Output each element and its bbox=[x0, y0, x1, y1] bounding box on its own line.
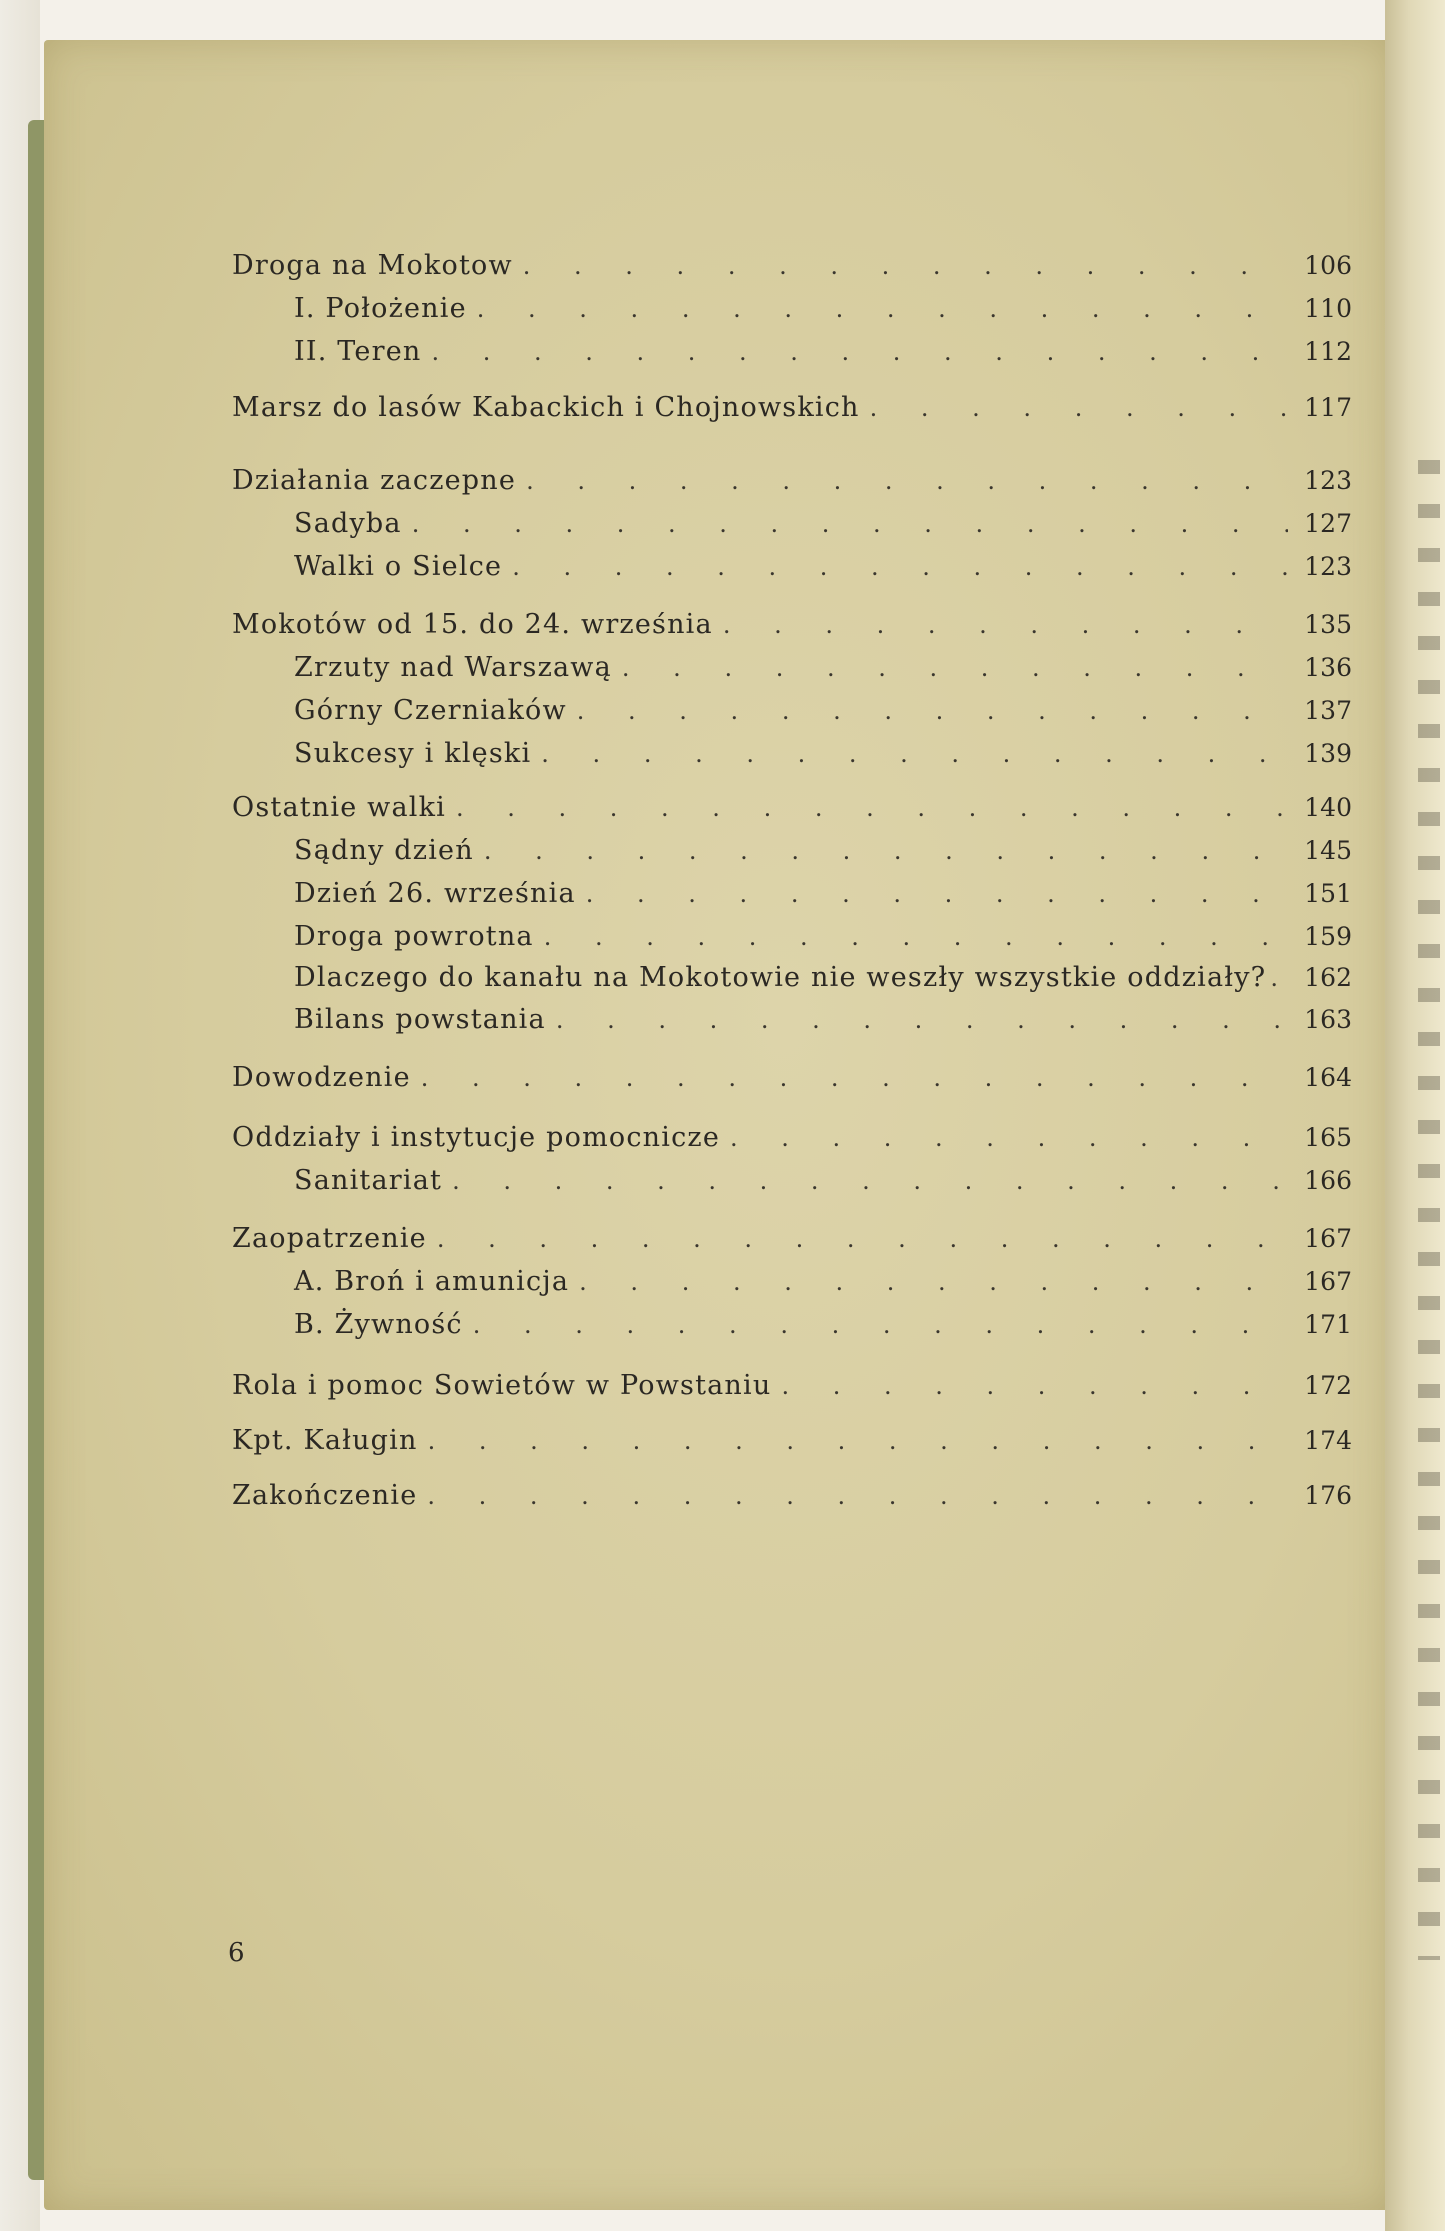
toc-leader-dots bbox=[473, 1311, 1288, 1339]
toc-entry-title: B. Żywność bbox=[294, 1309, 463, 1340]
toc-entry bbox=[232, 1370, 1352, 1410]
toc-leader-dots bbox=[512, 553, 1288, 581]
toc-leader-dots bbox=[456, 794, 1288, 822]
toc-leader-dots bbox=[577, 697, 1288, 725]
toc-entry bbox=[294, 921, 1352, 961]
toc-entry-page: 167 bbox=[1304, 1267, 1352, 1296]
toc-entry-title: II. Teren bbox=[294, 336, 422, 367]
toc-entry bbox=[294, 878, 1352, 918]
toc-entry-page: 136 bbox=[1304, 653, 1352, 682]
toc-entry-page: 123 bbox=[1304, 552, 1352, 581]
toc-entry-title: Zaopatrzenie bbox=[232, 1223, 427, 1254]
toc-entry bbox=[294, 695, 1352, 735]
toc-entry-page: 123 bbox=[1304, 466, 1352, 495]
toc-entry bbox=[294, 835, 1352, 875]
toc-leader-dots bbox=[421, 1064, 1288, 1092]
toc-entry bbox=[232, 392, 1352, 432]
toc-entry-title: Mokotów od 15. do 24. września bbox=[232, 609, 713, 640]
toc-entry-page: 106 bbox=[1304, 251, 1352, 280]
toc-entry bbox=[232, 792, 1352, 832]
toc-leader-dots bbox=[1270, 964, 1294, 992]
toc-entry-title: Ostatnie walki bbox=[232, 792, 447, 823]
toc-leader-dots bbox=[484, 837, 1288, 865]
toc-entry-title: I. Położenie bbox=[294, 293, 467, 324]
toc-entry bbox=[294, 551, 1352, 591]
toc-entry-title: Droga na Mokotow bbox=[232, 250, 513, 281]
toc-entry-page: 135 bbox=[1304, 610, 1352, 639]
toc-entry-page: 165 bbox=[1304, 1123, 1352, 1152]
toc-entry-page: 137 bbox=[1304, 696, 1352, 725]
toc-leader-dots bbox=[541, 740, 1288, 768]
toc-entry-title: Sukcesy i klęski bbox=[294, 738, 532, 769]
toc-entry-title: Walki o Sielce bbox=[294, 551, 503, 582]
toc-entry-title: Oddziały i instytucje pomocnicze bbox=[232, 1122, 721, 1153]
toc-entry bbox=[294, 1165, 1352, 1205]
toc-entry bbox=[232, 1223, 1352, 1263]
toc-entry-page: 112 bbox=[1304, 337, 1352, 366]
toc-entry bbox=[294, 1266, 1352, 1306]
toc-entry bbox=[294, 293, 1352, 333]
toc-entry-title: Zrzuty nad Warszawą bbox=[294, 652, 612, 683]
toc-entry-page: 139 bbox=[1304, 739, 1352, 768]
toc-entry bbox=[232, 1480, 1352, 1520]
toc-leader-dots bbox=[428, 1427, 1288, 1455]
toc-leader-dots bbox=[556, 1006, 1288, 1034]
toc-entry-title: Dowodzenie bbox=[232, 1062, 411, 1093]
toc-entry-title: Droga powrotna bbox=[294, 921, 534, 952]
toc-entry-title: Sanitariat bbox=[294, 1165, 443, 1196]
toc-entry-page: 176 bbox=[1304, 1481, 1352, 1510]
toc-entry bbox=[232, 1062, 1352, 1102]
toc-entry-page: 164 bbox=[1304, 1063, 1352, 1092]
toc-entry-page: 163 bbox=[1304, 1005, 1352, 1034]
toc-leader-dots bbox=[477, 295, 1288, 323]
toc-leader-dots bbox=[723, 611, 1288, 639]
toc-entry-page: 151 bbox=[1304, 879, 1352, 908]
toc-entry-page: 159 bbox=[1304, 922, 1352, 951]
page-number: 6 bbox=[228, 1938, 245, 1968]
toc-entry bbox=[294, 1309, 1352, 1349]
toc-leader-dots bbox=[781, 1372, 1288, 1400]
toc-entry-title: Bilans powstania bbox=[294, 1004, 546, 1035]
toc-entry-title: Rola i pomoc Sowietów w Powstaniu bbox=[232, 1370, 772, 1401]
toc-entry bbox=[232, 1425, 1352, 1465]
toc-entry-title: A. Broń i amunicja bbox=[294, 1266, 570, 1297]
toc-leader-dots bbox=[452, 1167, 1288, 1195]
toc-entry-page: 167 bbox=[1304, 1224, 1352, 1253]
toc-entry-title: Dlaczego do kanału na Mokotowie nie weszły wszystkie oddziały? bbox=[294, 962, 1267, 993]
toc-entry bbox=[294, 1004, 1352, 1044]
toc-leader-dots bbox=[870, 394, 1288, 422]
toc-entry bbox=[294, 652, 1352, 692]
toc-leader-dots bbox=[586, 880, 1288, 908]
toc-entry bbox=[294, 738, 1352, 778]
toc-leader-dots bbox=[431, 338, 1288, 366]
toc-entry-page: 110 bbox=[1304, 294, 1352, 323]
toc-leader-dots bbox=[523, 252, 1288, 280]
toc-entry-title: Działania zaczepne bbox=[232, 465, 517, 496]
toc-leader-dots bbox=[730, 1124, 1288, 1152]
toc-entry-title: Sądny dzień bbox=[294, 835, 474, 866]
toc-entry-title: Górny Czerniaków bbox=[294, 695, 567, 726]
toc-entry-page: 166 bbox=[1304, 1166, 1352, 1195]
toc-entry-page: 174 bbox=[1304, 1426, 1352, 1455]
toc-entry bbox=[232, 250, 1352, 290]
toc-entry-page: 117 bbox=[1304, 393, 1352, 422]
toc-leader-dots bbox=[622, 654, 1288, 682]
toc-leader-dots bbox=[526, 467, 1288, 495]
toc-entry bbox=[294, 962, 1352, 1002]
toc-entry-title: Sadyba bbox=[294, 508, 402, 539]
toc-entry-page: 140 bbox=[1304, 793, 1352, 822]
toc-entry-title: Marsz do lasów Kabackich i Chojnowskich bbox=[232, 392, 860, 423]
toc-entry bbox=[294, 508, 1352, 548]
toc-entry-page: 171 bbox=[1304, 1310, 1352, 1339]
toc-entry-page: 127 bbox=[1304, 509, 1352, 538]
toc-entry bbox=[232, 465, 1352, 505]
toc-entry-title: Dzień 26. września bbox=[294, 878, 576, 909]
toc-leader-dots bbox=[412, 510, 1288, 538]
toc-entry-title: Zakończenie bbox=[232, 1480, 418, 1511]
toc-entry-page: 162 bbox=[1304, 963, 1352, 992]
toc-entry bbox=[232, 609, 1352, 649]
toc-leader-dots bbox=[437, 1225, 1288, 1253]
toc-entry-page: 172 bbox=[1304, 1371, 1352, 1400]
toc-leader-dots bbox=[579, 1268, 1288, 1296]
toc-leader-dots bbox=[544, 923, 1288, 951]
toc-entry bbox=[232, 1122, 1352, 1162]
toc-leader-dots bbox=[427, 1482, 1288, 1510]
toc-entry-title: Kpt. Kaługin bbox=[232, 1425, 418, 1456]
toc-entry bbox=[294, 336, 1352, 376]
toc-entry-page: 145 bbox=[1304, 836, 1352, 865]
